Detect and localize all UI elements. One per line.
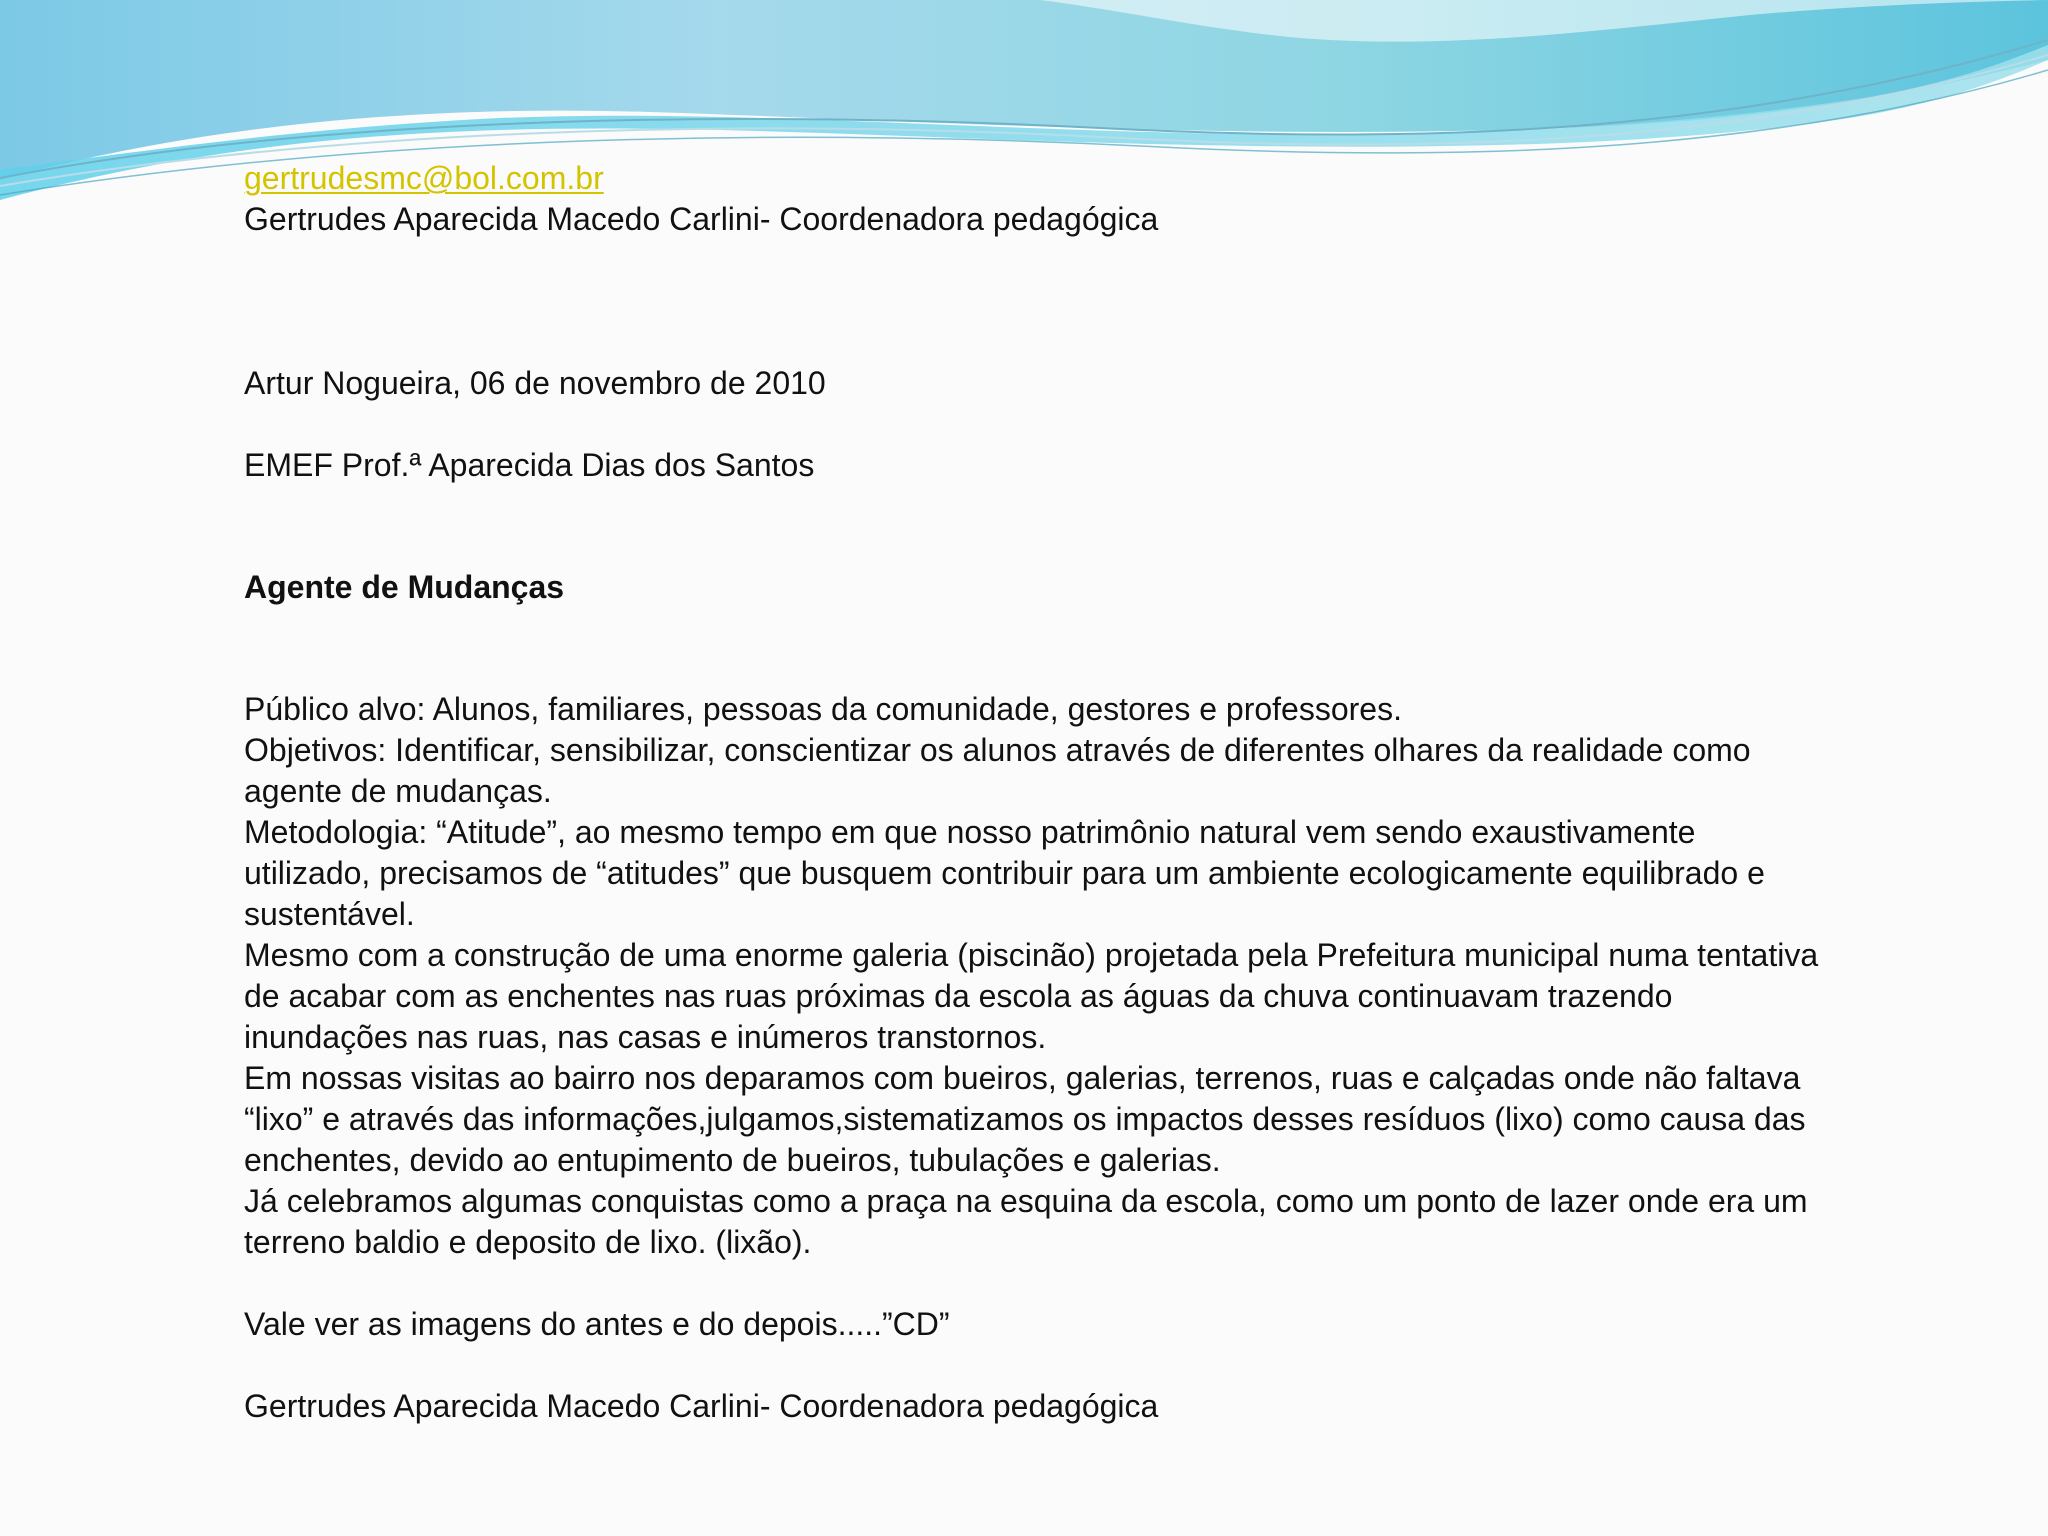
paragraph-visitas: Em nossas visitas ao bairro nos deparamos com bueiros, galerias, terrenos, ruas e calçadas onde não faltava “lixo” e através das informações,julgamos,sistematizamos os impactos desses resíduos (lixo) como causa das enchentes, devido ao entupimento de bueiros, tubulações e galerias. <box>244 1060 1806 1178</box>
paragraph-objetivos: Objetivos: Identificar, sensibilizar, conscientizar os alunos através de diferentes olhares da realidade como agente de mudanças. <box>244 732 1751 809</box>
school-name: EMEF Prof.ª Aparecida Dias dos Santos <box>244 447 815 483</box>
project-title: Agente de Mudanças <box>244 569 565 605</box>
paragraph-metodologia: Metodologia: “Atitude”, ao mesmo tempo em que nosso patrimônio natural vem sendo exaustivamente utilizado, precisamos de “atitudes” que busquem contribuir para um ambiente ecologicamente equilibrado e sustentável. <box>244 814 1765 932</box>
email-link[interactable]: gertrudesmc@bol.com.br <box>244 160 604 196</box>
author-line: Gertrudes Aparecida Macedo Carlini- Coordenadora pedagógica <box>244 201 1159 237</box>
cd-note: Vale ver as imagens do antes e do depois.....”CD” <box>244 1306 950 1342</box>
place-date: Artur Nogueira, 06 de novembro de 2010 <box>244 365 826 401</box>
paragraph-publico: Público alvo: Alunos, familiares, pessoas da comunidade, gestores e professores. <box>244 691 1402 727</box>
paragraph-galeria: Mesmo com a construção de uma enorme galeria (piscinão) projetada pela Prefeitura municipal numa tentativa de acabar com as enchentes nas ruas próximas da escola as águas da chuva continuavam trazendo inundações nas ruas, nas casas e inúmeros transtornos. <box>244 937 1819 1055</box>
paragraph-conquistas: Já celebramos algumas conquistas como a praça na esquina da escola, como um ponto de lazer onde era um terreno baldio e deposito de lixo. (lixão). <box>244 1183 1808 1260</box>
letter-content <box>244 158 1844 1427</box>
signature: Gertrudes Aparecida Macedo Carlini- Coordenadora pedagógica <box>244 1388 1159 1424</box>
